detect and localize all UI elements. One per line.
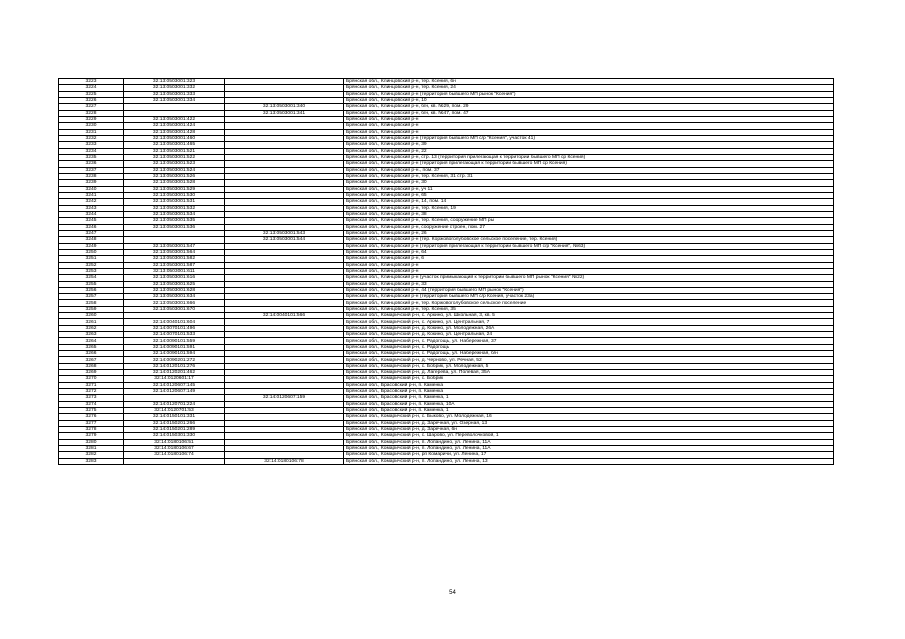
address-cell: Брянская обл., Клинцовский р-н, 26 <box>344 230 834 236</box>
address-cell: Брянская обл., Комаричский р-н, с. Шарово, ул. Переволочковой, 1 <box>344 433 834 439</box>
registry-table-body <box>59 79 834 465</box>
address-cell: Брянская обл., Клинцовский р-н (территория прилегающая к территории бывшего МП с/р "Ксения", №63) <box>344 243 834 249</box>
building-cadastral-number-cell: 32:14:0040101:566 <box>225 313 344 319</box>
row-number-cell: 3256 <box>59 287 124 293</box>
address-cell: Брянская обл., Клинцовский р-н, 44 (территория бывшего МП рынок "Ксения") <box>344 287 834 293</box>
land-cadastral-number-cell: 32:13:0503001:625 <box>124 281 225 287</box>
land-cadastral-number-cell: 32:14:0150201:289 <box>124 427 225 433</box>
address-cell: Брянская обл., Комаричский р-н, с. Бобрик, ул. Молодежная, 5 <box>344 363 834 369</box>
row-number-cell: 3240 <box>59 186 124 192</box>
land-cadastral-number-cell: 32:14:0090201:272 <box>124 357 225 363</box>
address-cell: Брянская обл., Брасовский р-н, п. Каменка <box>344 389 834 395</box>
address-cell: Брянская обл., Клинцовский р-н, тер. Ксения, 6н <box>344 79 834 85</box>
address-cell: Брянская обл., Комаричский р-н, с. Быково, ул. Молодежная, 16 <box>344 414 834 420</box>
address-cell: Брянская обл., Клинцовский р-н, 33 <box>344 281 834 287</box>
land-cadastral-number-cell: 32:14:0120701:224 <box>124 401 225 407</box>
land-cadastral-number-cell: 32:14:0120607:149 <box>124 389 225 395</box>
address-cell: Брянская обл., Клинцовский р-н, 10 <box>344 97 834 103</box>
address-cell: Брянская обл., Клинцовский р-н., пом. 37 <box>344 167 834 173</box>
land-cadastral-number-cell: 32:13:0503001:428 <box>124 129 225 135</box>
land-cadastral-number-cell: 32:13:0503001:424 <box>124 123 225 129</box>
row-number-cell: 3245 <box>59 218 124 224</box>
row-number-cell: 3279 <box>59 433 124 439</box>
address-cell: Брянская обл., Клинцовский р-н <box>344 116 834 122</box>
row-number-cell: 3247 <box>59 230 124 236</box>
land-cadastral-number-cell: 32:13:0503001:564 <box>124 249 225 255</box>
land-cadastral-number-cell: 32:14:0150101:331 <box>124 414 225 420</box>
land-cadastral-number-cell: 32:13:0503001:521 <box>124 148 225 154</box>
address-cell: Брянская обл., Клинцовский р-н <box>344 262 834 268</box>
row-number-cell: 3223 <box>59 79 124 85</box>
address-cell: Брянская обл., Комаричский р-н, п. Лопандино, ул. Ленина, 11А <box>344 446 834 452</box>
address-cell: Брянская обл., Комаричский р-н, с. Аркино, ул. Центральная, 7 <box>344 319 834 325</box>
address-cell: Брянская обл., Комаричский р-н, д. Черново, ул. Речная, 52 <box>344 357 834 363</box>
land-cadastral-number-cell: 32:13:0503001:535 <box>124 218 225 224</box>
row-number-cell: 3253 <box>59 268 124 274</box>
address-cell: Брянская обл., Комаричский р-н, д. Заречная, 6н <box>344 427 834 433</box>
land-cadastral-number-cell: 32:14:0120601:17 <box>124 376 225 382</box>
land-cadastral-number-cell: 32:14:0120101:276 <box>124 363 225 369</box>
building-cadastral-number-cell: 32:14:0180106:78 <box>225 458 344 464</box>
address-cell: Брянская обл., Клинцовский р-н (территория бывшего МП с/р Ксения, участок 23а) <box>344 294 834 300</box>
address-cell: Брянская обл., Клинцовский р-н, тер. Ксения, 19 <box>344 205 834 211</box>
land-cadastral-number-cell: 32:14:0120701:53 <box>124 408 225 414</box>
row-number-cell: 3235 <box>59 154 124 160</box>
address-cell: Брянская обл., Комаричский р-н, д. Заречная, ул. Озерная, 13 <box>344 420 834 426</box>
row-number-cell: 3246 <box>59 224 124 230</box>
land-cadastral-number-cell: 32:14:0150201:266 <box>124 420 225 426</box>
land-cadastral-number-cell: 32:13:0503001:582 <box>124 256 225 262</box>
address-cell: Брянская обл., Комаричский р-н, с. Радогощь, ул. Набережная, б/н <box>344 351 834 357</box>
row-number-cell: 3232 <box>59 135 124 141</box>
land-cadastral-number-cell: 32:13:0503001:531 <box>124 199 225 205</box>
row-number-cell: 3281 <box>59 446 124 452</box>
address-cell: Брянская обл., Комаричский р-н, д. Кокино, ул. Молодежная, 26А <box>344 325 834 331</box>
land-cadastral-number-cell: 32:14:0090101:591 <box>124 344 225 350</box>
row-number-cell: 3267 <box>59 357 124 363</box>
address-cell: Брянская обл., Клинцовский р-н (территория бывшего МП рынок "Ксения") <box>344 91 834 97</box>
address-cell: Брянская обл., Комаричский р-н, д. Кокино, ул. Центральная, 24 <box>344 332 834 338</box>
page-number: 54 <box>449 590 456 596</box>
land-cadastral-number-cell: 32:13:0503001:530 <box>124 192 225 198</box>
address-cell: Брянская обл., Клинцовский р-н <box>344 129 834 135</box>
land-cadastral-number-cell: 32:14:0180106:67 <box>124 446 225 452</box>
row-number-cell: 3276 <box>59 414 124 420</box>
table-row <box>59 458 834 464</box>
row-number-cell: 3275 <box>59 408 124 414</box>
land-cadastral-number-cell: 32:13:0503001:536 <box>124 224 225 230</box>
row-number-cell: 3270 <box>59 376 124 382</box>
address-cell: Брянская обл., Клинцовский р-н (участок примыкающий к территории бывшего МП рынок "Ксения" №22) <box>344 275 834 281</box>
row-number-cell: 3262 <box>59 325 124 331</box>
address-cell: Брянская обл., Клинцовский р-н (тер. Коржовоголубовское сельское поселение, тер. Ксения) <box>344 237 834 243</box>
address-cell: Брянская обл., Комаричский р-н, с. Бобрик <box>344 376 834 382</box>
address-cell: Брянская обл., Клинцовский р-н, тер. Коржовоголубовское сельское поселение <box>344 300 834 306</box>
address-cell: Брянская обл., Клинцовский р-н, 38 <box>344 211 834 217</box>
land-cadastral-number-cell: 32:14:0180106:74 <box>124 452 225 458</box>
row-number-cell: 3228 <box>59 110 124 116</box>
row-number-cell: 3226 <box>59 97 124 103</box>
land-cadastral-number-cell: 32:13:0503001:465 <box>124 142 225 148</box>
address-cell: Брянская обл., Комаричский р-н, п. Лопандино, ул. Ленина, 13 <box>344 458 834 464</box>
address-cell: Брянская обл., Клинцовский р-н, тер. Ксения, 35 <box>344 306 834 312</box>
building-cadastral-number-cell: 32:13:0503001:340 <box>225 104 344 110</box>
land-cadastral-number-cell: 32:13:0503001:460 <box>124 135 225 141</box>
address-cell: Брянская обл., Комаричский р-н, с. Радогощь, ул. Набережная, 37 <box>344 338 834 344</box>
land-cadastral-number-cell: 32:13:0503001:332 <box>124 85 225 91</box>
land-cadastral-number-cell: 32:13:0503001:323 <box>124 79 225 85</box>
land-cadastral-number-cell: 32:14:0090101:594 <box>124 351 225 357</box>
address-cell: Брянская обл., Клинцовский р-н, сооружение строен, пом. 27 <box>344 224 834 230</box>
row-number-cell: 3280 <box>59 439 124 445</box>
land-cadastral-number-cell: 32:13:0503001:628 <box>124 287 225 293</box>
land-cadastral-number-cell: 32:13:0503001:534 <box>124 211 225 217</box>
address-cell: Брянская обл., Клинцовский р-н, уч 11 <box>344 186 834 192</box>
row-number-cell: 3268 <box>59 363 124 369</box>
address-cell: Брянская обл., Клинцовский р-н, б/н, кв. №29, пом. 29 <box>344 104 834 110</box>
row-number-cell: 3254 <box>59 275 124 281</box>
row-number-cell: 3227 <box>59 104 124 110</box>
address-cell: Брянская обл., Комаричский р-н, с. Радогощь <box>344 344 834 350</box>
row-number-cell: 3250 <box>59 249 124 255</box>
address-cell: Брянская обл., Комаричский р-н, рп Комаричи, ул. Ленина, 17 <box>344 452 834 458</box>
row-number-cell: 3260 <box>59 313 124 319</box>
registry-table <box>58 78 834 465</box>
address-cell: Брянская обл., Клинцовский р-н, б/н, кв. №47, пом. 47 <box>344 110 834 116</box>
land-cadastral-number-cell: 32:13:0503001:616 <box>124 275 225 281</box>
address-cell: Брянская обл., Клинцовский р-н <box>344 123 834 129</box>
address-cell: Брянская обл., Клинцовский р-н (территория бывшего МП с/р "Ксения", участок 41) <box>344 135 834 141</box>
row-number-cell: 3243 <box>59 205 124 211</box>
row-number-cell: 3257 <box>59 294 124 300</box>
building-cadastral-number-cell: 32:13:0503001:543 <box>225 230 344 236</box>
land-cadastral-number-cell: 32:14:0090101:559 <box>124 338 225 344</box>
address-cell: Брянская обл., Клинцовский р-н (территория прилегающая к территории бывшего МП ср Ксения) <box>344 161 834 167</box>
row-number-cell: 3244 <box>59 211 124 217</box>
row-number-cell: 3230 <box>59 123 124 129</box>
land-cadastral-number-cell: 32:13:0503001:333 <box>124 91 225 97</box>
land-cadastral-number-cell <box>124 458 225 464</box>
land-cadastral-number-cell: 32:13:0503001:422 <box>124 116 225 122</box>
row-number-cell: 3252 <box>59 262 124 268</box>
row-number-cell: 3241 <box>59 192 124 198</box>
land-cadastral-number-cell: 32:13:0503001:524 <box>124 167 225 173</box>
address-cell: Брянская обл., Комаричский р-н, п. Лопандино, ул. Ленина, 11А <box>344 439 834 445</box>
address-cell: Брянская обл., Клинцовский р-н, тер. Ксения, сооружение МП ры <box>344 218 834 224</box>
row-number-cell: 3237 <box>59 167 124 173</box>
address-cell: Брянская обл., Клинцовский р-н, 6 <box>344 256 834 262</box>
address-cell: Брянская обл., Брасовский р-н, п. Каменка <box>344 382 834 388</box>
row-number-cell: 3248 <box>59 237 124 243</box>
row-number-cell: 3274 <box>59 401 124 407</box>
address-cell: Брянская обл., Клинцовский р-н, 39 <box>344 142 834 148</box>
building-cadastral-number-cell: 32:13:0503001:341 <box>225 110 344 116</box>
row-number-cell: 3266 <box>59 351 124 357</box>
land-cadastral-number-cell: 32:13:0503001:528 <box>124 180 225 186</box>
land-cadastral-number-cell: 32:14:0120607:145 <box>124 382 225 388</box>
row-number-cell: 3258 <box>59 300 124 306</box>
address-cell: Брянская обл., Клинцовский р-н, 14, пом. 14 <box>344 199 834 205</box>
address-cell: Брянская обл., Брасовский р-н, п. Каменка, 1 <box>344 408 834 414</box>
row-number-cell: 3265 <box>59 344 124 350</box>
land-cadastral-number-cell: 32:14:0180106:51 <box>124 439 225 445</box>
land-cadastral-number-cell: 32:13:0503001:670 <box>124 306 225 312</box>
land-cadastral-number-cell: 32:13:0503001:634 <box>124 294 225 300</box>
land-cadastral-number-cell: 32:14:0150301:330 <box>124 433 225 439</box>
land-cadastral-number-cell: 32:13:0503001:523 <box>124 161 225 167</box>
row-number-cell: 3224 <box>59 85 124 91</box>
land-cadastral-number-cell: 32:13:0503001:532 <box>124 205 225 211</box>
address-cell: Брянская обл., Клинцовский р-н, 30 <box>344 180 834 186</box>
row-number-cell: 3283 <box>59 458 124 464</box>
land-cadastral-number-cell: 32:13:0503001:666 <box>124 300 225 306</box>
land-cadastral-number-cell: 32:13:0503001:611 <box>124 268 225 274</box>
row-number-cell: 3251 <box>59 256 124 262</box>
row-number-cell: 3242 <box>59 199 124 205</box>
row-number-cell: 3249 <box>59 243 124 249</box>
land-cadastral-number-cell: 32:14:0070101:533 <box>124 332 225 338</box>
land-cadastral-number-cell: 32:13:0503001:522 <box>124 154 225 160</box>
address-cell: Брянская обл., Комаричский р-н, с. Аркино, ул. Школьная, 3, кв. 5 <box>344 313 834 319</box>
row-number-cell: 3225 <box>59 91 124 97</box>
address-cell: Брянская обл., Клинцовский р-н, тер. Ксения, 24 <box>344 85 834 91</box>
row-number-cell: 3239 <box>59 180 124 186</box>
row-number-cell: 3259 <box>59 306 124 312</box>
row-number-cell: 3233 <box>59 142 124 148</box>
address-cell: Брянская обл., Брасовский р-н, п. Каменка, 1 <box>344 395 834 401</box>
row-number-cell: 3229 <box>59 116 124 122</box>
address-cell: Брянская обл., Комаричский р-н, д. Лагерева, ул. Полевая, 35А <box>344 370 834 376</box>
row-number-cell: 3271 <box>59 382 124 388</box>
row-number-cell: 3263 <box>59 332 124 338</box>
row-number-cell: 3269 <box>59 370 124 376</box>
address-cell: Брянская обл., Клинцовский р-н, тер. Ксения, 31 стр. 31 <box>344 173 834 179</box>
row-number-cell: 3231 <box>59 129 124 135</box>
land-cadastral-number-cell: 32:13:0503001:529 <box>124 186 225 192</box>
registry-sheet <box>58 78 834 465</box>
row-number-cell: 3236 <box>59 161 124 167</box>
land-cadastral-number-cell: 32:14:0040101:604 <box>124 319 225 325</box>
address-cell: Брянская обл., Клинцовский р-н, 65 <box>344 192 834 198</box>
land-cadastral-number-cell: 32:13:0503001:526 <box>124 173 225 179</box>
land-cadastral-number-cell: 32:13:0503001:547 <box>124 243 225 249</box>
row-number-cell: 3278 <box>59 427 124 433</box>
row-number-cell: 3234 <box>59 148 124 154</box>
row-number-cell: 3261 <box>59 319 124 325</box>
row-number-cell: 3238 <box>59 173 124 179</box>
row-number-cell: 3264 <box>59 338 124 344</box>
address-cell: Брянская обл., Клинцовский р-н <box>344 268 834 274</box>
address-cell: Брянская обл., Брасовский р-н, п. Каменка, 10А <box>344 401 834 407</box>
row-number-cell: 3255 <box>59 281 124 287</box>
building-cadastral-number-cell: 32:13:0503001:544 <box>225 237 344 243</box>
land-cadastral-number-cell: 32:14:0120201:462 <box>124 370 225 376</box>
building-cadastral-number-cell: 32:14:0120607:159 <box>225 395 344 401</box>
address-cell: Брянская обл., Клинцовский р-н, 64 <box>344 249 834 255</box>
land-cadastral-number-cell: 32:13:0503001:334 <box>124 97 225 103</box>
land-cadastral-number-cell: 32:13:0503001:587 <box>124 262 225 268</box>
land-cadastral-number-cell: 32:14:0070101:496 <box>124 325 225 331</box>
address-cell: Брянская обл., Клинцовский р-н, 22 <box>344 148 834 154</box>
row-number-cell: 3273 <box>59 395 124 401</box>
row-number-cell: 3272 <box>59 389 124 395</box>
row-number-cell: 3277 <box>59 420 124 426</box>
address-cell: Брянская обл., Клинцовский р-н, стр. 13 (территория прилегающая к территории бывшего МП ср Ксения) <box>344 154 834 160</box>
row-number-cell: 3282 <box>59 452 124 458</box>
